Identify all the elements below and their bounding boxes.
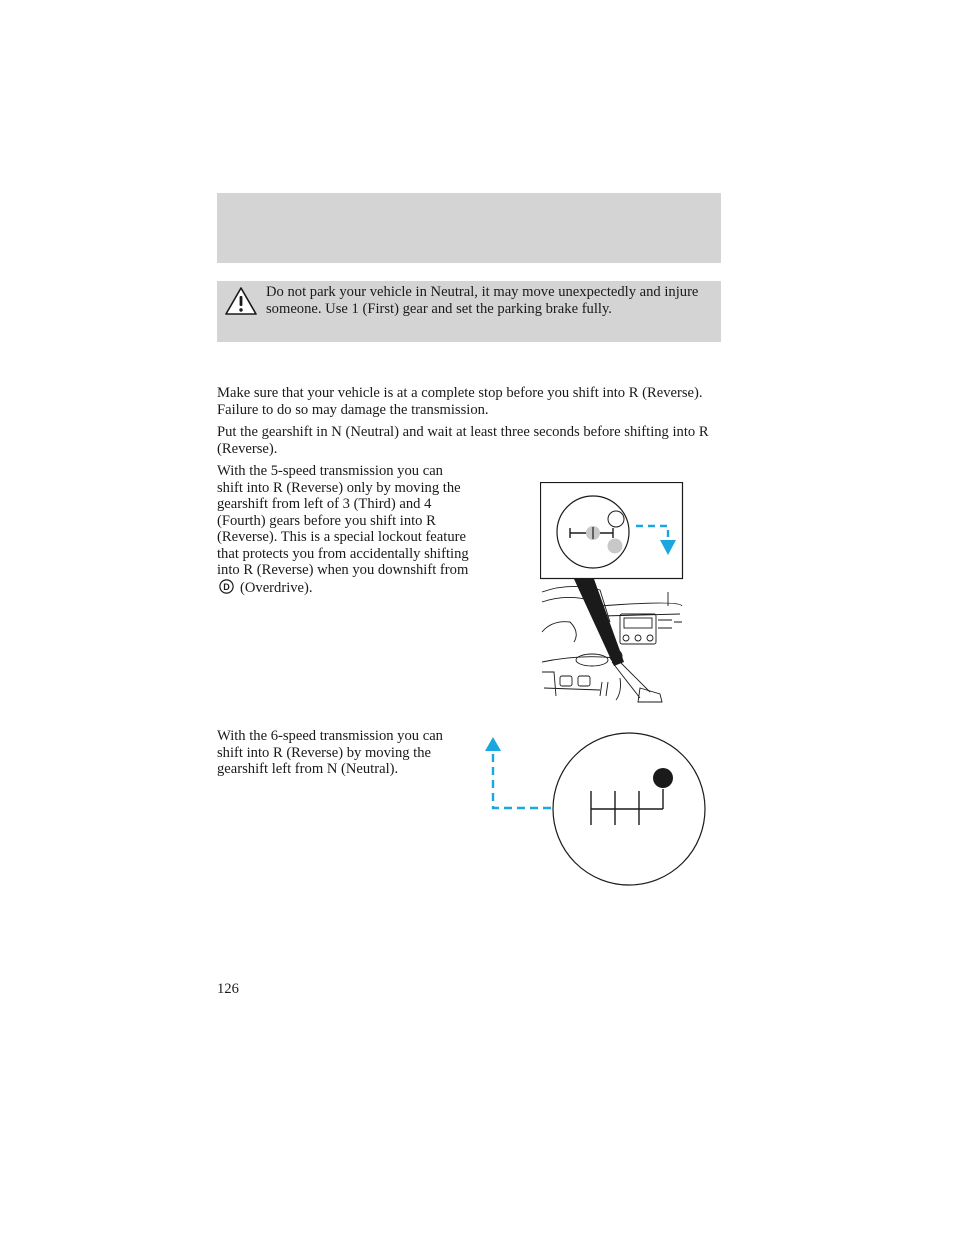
- paragraph-six-speed: With the 6-speed transmission you can shift into R (Reverse) by moving the gearshift left from N (Neutral).: [217, 728, 443, 777]
- five-speed-figure: [540, 482, 685, 704]
- six-speed-shift-arrow-path: [493, 753, 551, 808]
- page-number: 126: [217, 981, 239, 997]
- overdrive-symbol-letter: D: [223, 581, 230, 592]
- section-header-band: [217, 193, 721, 263]
- paragraph-complete-stop: Make sure that your vehicle is at a complete stop before you shift into R (Reverse). Failure to do so may damage the transmission.: [217, 385, 703, 418]
- gear-position-marker-upper: [608, 511, 624, 527]
- overdrive-symbol-icon: [219, 579, 234, 594]
- reverse-position-marker: [653, 768, 673, 788]
- inset-pointer: [574, 579, 624, 666]
- paragraph-five-speed: [217, 463, 469, 596]
- warning-text: Do not park your vehicle in Neutral, it may move unexpectedly and injure someone. Use 1 (First) gear and set the parking brake fully.: [266, 284, 699, 317]
- gear-position-marker-lower: [608, 539, 623, 554]
- six-speed-figure: [484, 731, 710, 889]
- warning-box: [217, 281, 721, 342]
- paragraph-neutral-wait: Put the gearshift in N (Neutral) and wait at least three seconds before shifting into R (Reverse).: [217, 424, 709, 457]
- five-speed-tail: (Overdrive).: [240, 579, 313, 596]
- five-speed-text: With the 5-speed transmission you can shift into R (Reverse) only by moving the gearshift from left of 3 (Third) and 4 (Fourth) gears before you shift into R (Reverse). This is a special lockout feature that protects you from accidentally shifting into R (Reverse) when you downshift from: [217, 463, 469, 578]
- six-speed-shift-arrow-head: [485, 737, 501, 751]
